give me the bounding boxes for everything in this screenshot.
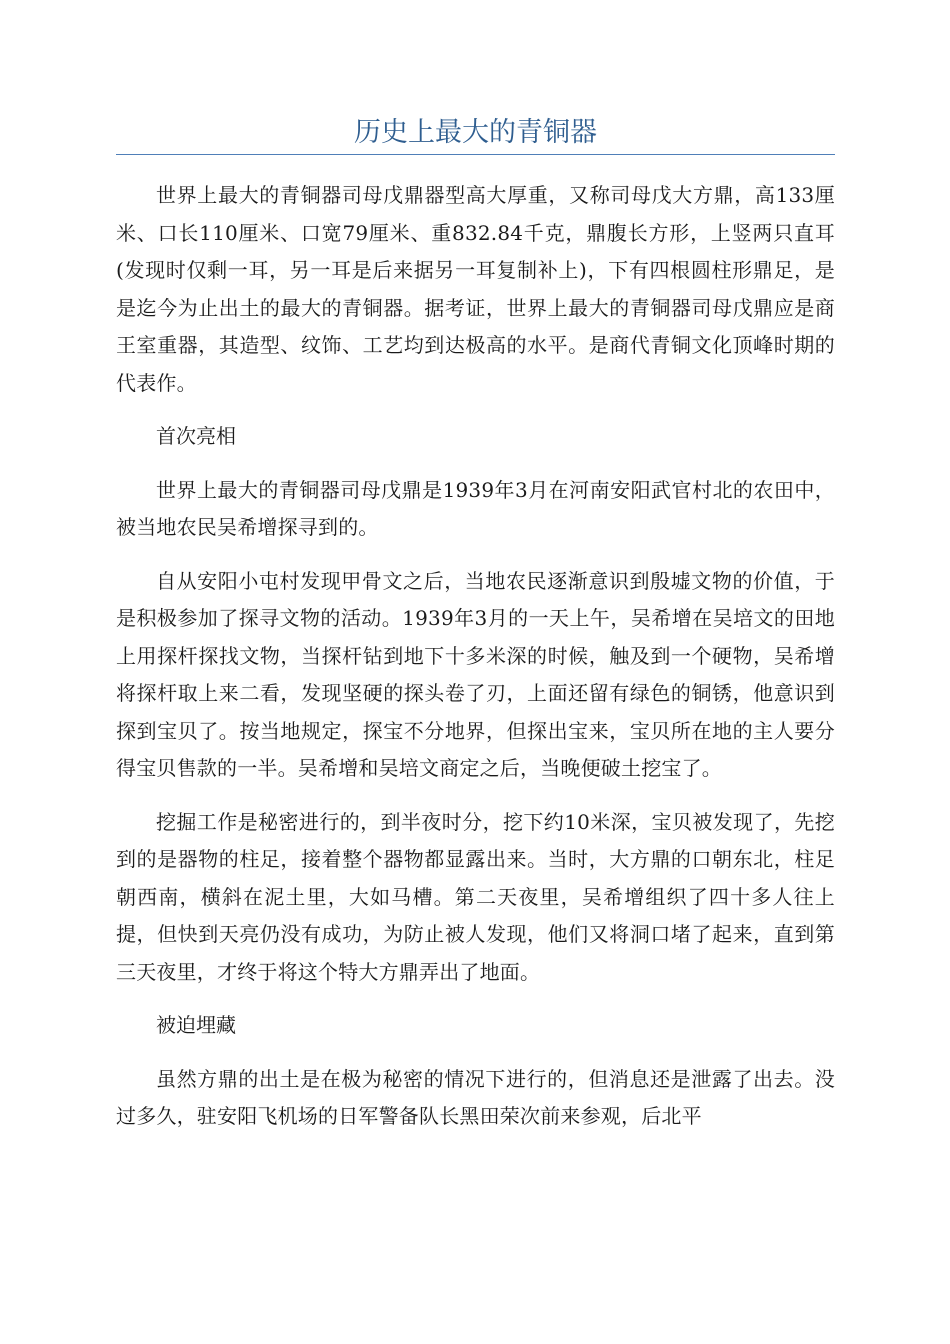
document-title: 历史上最大的青铜器 — [354, 117, 597, 148]
paragraph-intro: 世界上最大的青铜器司母戊鼎器型高大厚重，又称司母戊大方鼎，高133厘米、口长110厘米、口宽79厘米、重832.84千克，鼎腹长方形，上竖两只直耳(发现时仅剩一耳，另一耳是后来据另一耳复制补上)，下有四根圆柱形鼎足，是是迄今为止出土的最大的青铜器。据考证，世界上最大的青铜器司母戊鼎应是商王室重器，其造型、纹饰、工艺均到达极高的水平。是商代青铜文化顶峰时期的代表作。 — [116, 183, 835, 395]
paragraph-discovery: 世界上最大的青铜器司母戊鼎是1939年3月在河南安阳武官村北的农田中，被当地农民吴希增探寻到的。 — [116, 477, 835, 539]
document-body — [116, 177, 835, 1136]
paragraph-search: 自从安阳小屯村发现甲骨文之后，当地农民逐渐意识到殷墟文物的价值，于是积极参加了探寻文物的活动。1939年3月的一天上午，吴希增在吴培文的田地上用探杆探找文物，当探杆钻到地下十多米深的时候，触及到一个硬物，吴希增将探杆取上来二看，发现坚硬的探头卷了刃，上面还留有绿色的铜锈，他意识到探到宝贝了。按当地规定，探宝不分地界，但探出宝来，宝贝所在地的主人要分得宝贝售款的一半。吴希增和吴培文商定之后，当晚便破土挖宝了。 — [116, 568, 835, 780]
paragraph-leak: 虽然方鼎的出土是在极为秘密的情况下进行的，但消息还是泄露了出去。没过多久，驻安阳飞机场的日军警备队长黑田荣次前来参观，后北平 — [116, 1066, 835, 1128]
title-underline — [116, 154, 835, 155]
paragraph-excavation: 挖掘工作是秘密进行的，到半夜时分，挖下约10米深，宝贝被发现了，先挖到的是器物的柱足，接着整个器物都显露出来。当时，大方鼎的口朝东北，柱足朝西南，横斜在泥土里，大如马槽。第二天夜里，吴希增组织了四十多人往上提，但快到天亮仍没有成功，为防止被人发现，他们又将洞口堵了起来，直到第三天夜里，才终于将这个特大方鼎弄出了地面。 — [116, 809, 835, 984]
section-heading-forced-burial: 被迫埋藏 — [156, 1013, 236, 1037]
section-heading-first-appearance: 首次亮相 — [156, 424, 236, 448]
